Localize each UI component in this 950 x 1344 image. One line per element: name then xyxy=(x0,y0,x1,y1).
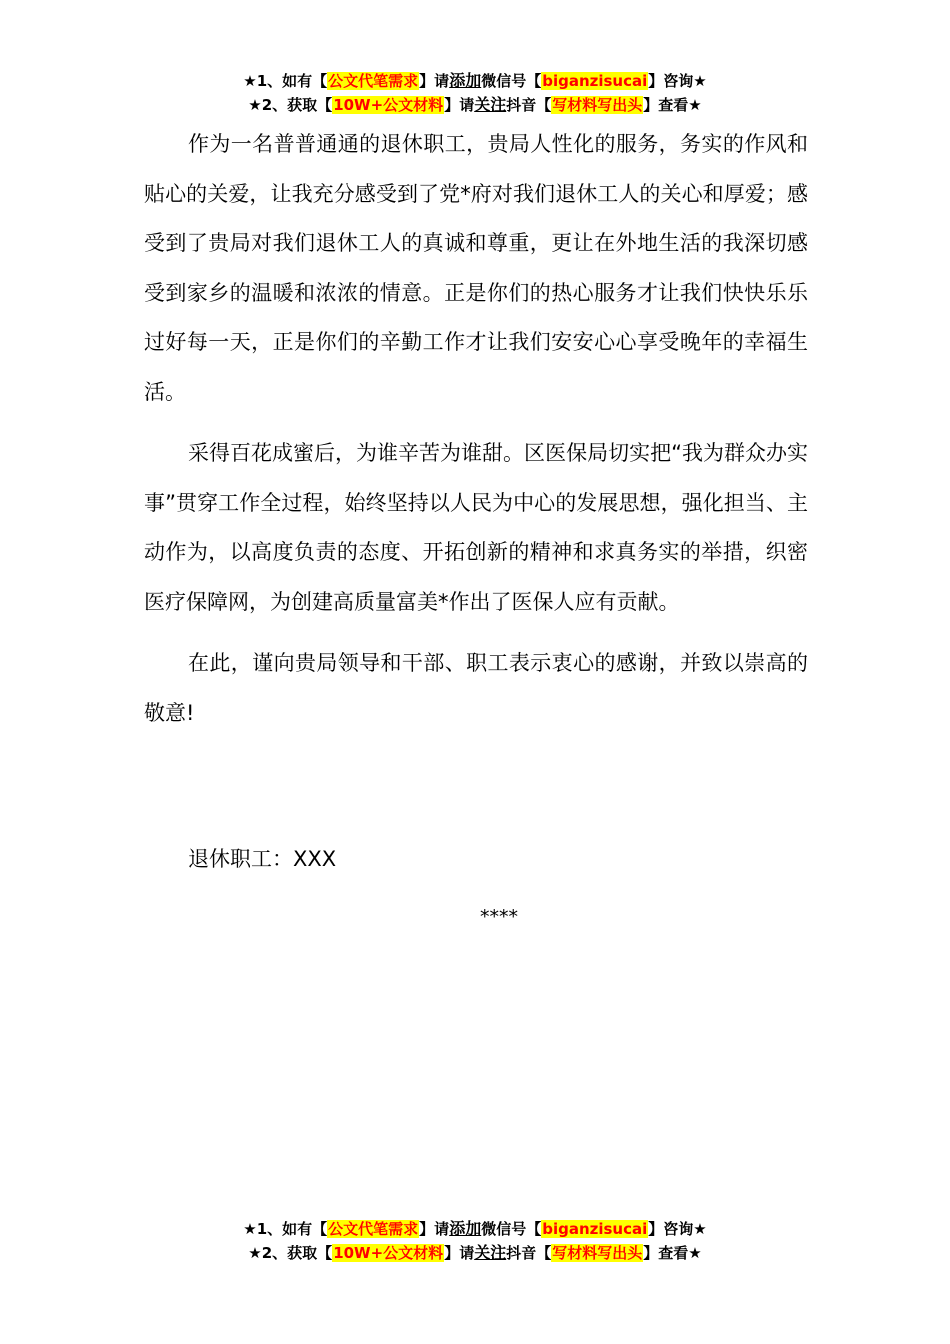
signature: 退休职工：XXX xyxy=(188,847,337,871)
paragraph-text: 作为一名普普通通的退休职工，贵局人性化的服务，务实的作风和贴心的关爱，让我充分感受到了党*府对我们退休工人的关心和厚爱；感受到了贵局对我们退休工人的真诚和尊重，更让在外地生活的我深切感受到家乡的温暖和浓浓的情意。正是你们的热心服务才让我们快快乐乐过好每一天，正是你们的辛勤工作才让我们安安心心享受晚年的幸福生活。 xyxy=(144,132,808,404)
banner-underline: 关注 xyxy=(474,95,507,114)
banner-underline: 添加 xyxy=(449,1219,482,1238)
highlight-wechat-id: biganzisucai xyxy=(542,1220,648,1238)
letter-body xyxy=(144,120,808,750)
paragraph-text: 采得百花成蜜后，为谁辛苦为谁甜。区医保局切实把“我为群众办实事”贯穿工作全过程，始终坚持以人民为中心的发展思想，强化担当、主动作为，以高度负责的态度、开拓创新的精神和求真务实的举措，织密医疗保障网，为创建高质量富美*作出了医保人应有贡献。 xyxy=(144,441,808,614)
highlight-wechat-id: biganzisucai xyxy=(542,72,648,90)
closing-mark: **** xyxy=(480,906,518,928)
banner-text: ★2、获取【 xyxy=(248,96,333,114)
highlight-materials: 10W+公文材料 xyxy=(333,96,444,114)
banner-text: 】查看★ xyxy=(643,1244,702,1262)
banner-text: 】请 xyxy=(419,1220,450,1238)
footer-banner xyxy=(0,1217,950,1265)
banner-line-1 xyxy=(0,69,950,93)
paragraph-1 xyxy=(144,120,808,417)
banner-text: ★2、获取【 xyxy=(248,1244,333,1262)
banner-text: 】查看★ xyxy=(643,96,702,114)
banner-line-2 xyxy=(0,1241,950,1265)
banner-underline: 关注 xyxy=(474,1243,507,1262)
paragraph-text: 在此，谨向贵局领导和干部、职工表示衷心的感谢，并致以崇高的敬意! xyxy=(144,651,808,725)
paragraph-2 xyxy=(144,429,808,627)
banner-text: ★1、如有【 xyxy=(243,72,328,90)
highlight-materials: 10W+公文材料 xyxy=(333,1244,444,1262)
banner-text: 】请 xyxy=(444,1244,475,1262)
banner-text: 】请 xyxy=(419,72,450,90)
banner-text: 微信号【 xyxy=(481,1220,542,1238)
paragraph-3 xyxy=(144,639,808,738)
banner-text: ★1、如有【 xyxy=(243,1220,328,1238)
banner-text: 】请 xyxy=(444,96,475,114)
banner-line-2 xyxy=(0,93,950,117)
header-banner xyxy=(0,69,950,117)
banner-text: 抖音【 xyxy=(506,96,552,114)
highlight-douyin-id: 写材料写出头 xyxy=(552,1244,643,1262)
banner-line-1 xyxy=(0,1217,950,1241)
highlight-service: 公文代笔需求 xyxy=(328,72,419,90)
banner-text: 】咨询★ xyxy=(648,1220,707,1238)
banner-text: 抖音【 xyxy=(506,1244,552,1262)
banner-underline: 添加 xyxy=(449,71,482,90)
highlight-service: 公文代笔需求 xyxy=(328,1220,419,1238)
banner-text: 微信号【 xyxy=(481,72,542,90)
banner-text: 】咨询★ xyxy=(648,72,707,90)
highlight-douyin-id: 写材料写出头 xyxy=(552,96,643,114)
